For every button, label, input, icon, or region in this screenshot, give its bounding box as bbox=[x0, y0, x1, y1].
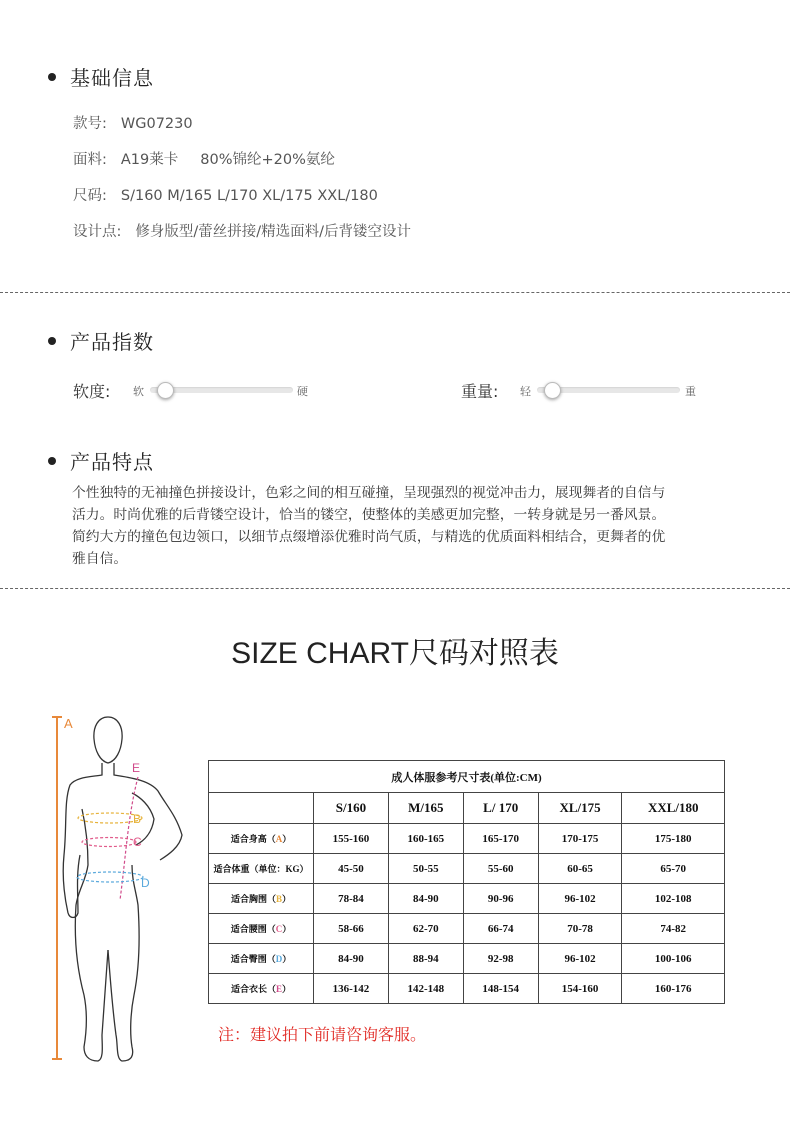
row-marker: A bbox=[275, 834, 283, 844]
design-label: 设计点: bbox=[73, 224, 122, 240]
size-cell: 92-98 bbox=[463, 944, 538, 974]
bullet-dot-icon bbox=[48, 337, 56, 345]
size-cell: 45-50 bbox=[314, 854, 389, 884]
row-label-suffix: ） bbox=[282, 894, 292, 904]
size-table-corner-cell bbox=[209, 793, 314, 824]
size-cell: 165-170 bbox=[463, 824, 538, 854]
weight-min-label: 轻 bbox=[520, 385, 531, 398]
style-no-label: 款号: bbox=[73, 116, 107, 132]
row-label bbox=[209, 974, 314, 1004]
sizes-value: S/160 M/165 L/170 XL/175 XXL/180 bbox=[120, 188, 378, 204]
size-cell: 88-94 bbox=[388, 944, 463, 974]
measure-label-a: A bbox=[64, 716, 73, 731]
size-cell: 66-74 bbox=[463, 914, 538, 944]
style-no-row bbox=[73, 112, 193, 133]
product-index-header bbox=[48, 326, 154, 355]
size-cell: 70-78 bbox=[538, 914, 622, 944]
row-label-suffix: ） bbox=[282, 984, 292, 994]
fabric-label: 面料: bbox=[73, 152, 107, 168]
size-column-header: XL/175 bbox=[538, 793, 622, 824]
size-table-row bbox=[209, 944, 725, 974]
sizes-label: 尺码: bbox=[73, 188, 107, 204]
features-line: 简约大方的撞色包边领口，以细节点缀增添优雅时尚气质，与精选的优质面料相结合，更舞者的优 bbox=[72, 529, 666, 545]
section-divider bbox=[0, 292, 790, 293]
size-cell: 50-55 bbox=[388, 854, 463, 884]
size-table-header-row bbox=[209, 793, 725, 824]
features-line: 活力。时尚优雅的后背镂空设计，恰当的镂空，使整体的美感更加完整，一转身就是另一番风景。 bbox=[72, 507, 666, 523]
features-line: 个性独特的无袖撞色拼接设计，色彩之间的相互碰撞，呈现强烈的视觉冲击力，展现舞者的自信与 bbox=[72, 485, 666, 501]
row-label-suffix: ） bbox=[282, 954, 292, 964]
size-cell: 136-142 bbox=[314, 974, 389, 1004]
measure-label-b: B bbox=[133, 812, 142, 826]
row-label-text: 适合臀围（ bbox=[230, 954, 276, 964]
row-label-suffix: ） bbox=[282, 924, 292, 934]
row-label bbox=[209, 824, 314, 854]
measure-label-e: E bbox=[132, 761, 141, 775]
size-chart-title: SIZE CHART尺码对照表 bbox=[231, 637, 559, 670]
body-silhouette bbox=[63, 717, 182, 1061]
body-measurement-figure bbox=[40, 705, 220, 1080]
size-cell: 78-84 bbox=[314, 884, 389, 914]
row-label-text: 适合身高（ bbox=[230, 834, 276, 844]
size-cell: 74-82 bbox=[622, 914, 725, 944]
softness-min-label: 软 bbox=[133, 385, 144, 398]
section-title-product-index: 产品指数 bbox=[70, 330, 154, 354]
size-cell: 170-175 bbox=[538, 824, 622, 854]
measure-label-c: C bbox=[133, 835, 142, 849]
sizes-row bbox=[73, 184, 378, 205]
size-cell: 96-102 bbox=[538, 884, 622, 914]
section-divider bbox=[0, 588, 790, 589]
row-marker: C bbox=[275, 924, 283, 934]
row-marker: E bbox=[275, 984, 282, 994]
row-marker: B bbox=[275, 894, 282, 904]
size-table-row bbox=[209, 854, 725, 884]
size-column-header: L/ 170 bbox=[463, 793, 538, 824]
softness-slider-knob[interactable] bbox=[157, 382, 174, 399]
height-bar bbox=[52, 717, 62, 1059]
waist-ellipse-c bbox=[82, 838, 136, 847]
bullet-dot-icon bbox=[48, 73, 56, 81]
size-cell: 65-70 bbox=[622, 854, 725, 884]
size-table-row bbox=[209, 824, 725, 854]
size-cell: 155-160 bbox=[314, 824, 389, 854]
size-table-title: 成人体服参考尺寸表(单位:CM) bbox=[209, 761, 725, 793]
design-row bbox=[73, 220, 411, 241]
weight-max-label: 重 bbox=[685, 385, 696, 398]
row-label bbox=[209, 914, 314, 944]
weight-slider-knob[interactable] bbox=[544, 382, 561, 399]
row-marker: D bbox=[275, 954, 283, 964]
size-cell: 55-60 bbox=[463, 854, 538, 884]
size-cell: 100-106 bbox=[622, 944, 725, 974]
size-column-header: XXL/180 bbox=[622, 793, 725, 824]
softness-max-label: 硬 bbox=[297, 385, 308, 398]
size-cell: 148-154 bbox=[463, 974, 538, 1004]
size-cell: 160-165 bbox=[388, 824, 463, 854]
basic-info-header bbox=[48, 62, 154, 91]
fabric-row bbox=[73, 148, 335, 169]
size-table-row bbox=[209, 974, 725, 1004]
size-cell: 175-180 bbox=[622, 824, 725, 854]
size-cell: 84-90 bbox=[388, 884, 463, 914]
section-title-features: 产品特点 bbox=[70, 450, 154, 474]
size-cell: 154-160 bbox=[538, 974, 622, 1004]
size-cell: 90-96 bbox=[463, 884, 538, 914]
size-cell: 60-65 bbox=[538, 854, 622, 884]
features-header bbox=[48, 446, 154, 475]
fabric-composition: 80%锦纶+20%氨纶 bbox=[200, 152, 335, 168]
size-column-header: M/165 bbox=[388, 793, 463, 824]
weight-label: 重量: bbox=[461, 382, 499, 401]
features-line: 雅自信。 bbox=[72, 551, 128, 567]
size-cell: 96-102 bbox=[538, 944, 622, 974]
size-cell: 102-108 bbox=[622, 884, 725, 914]
size-cell: 84-90 bbox=[314, 944, 389, 974]
size-column-header: S/160 bbox=[314, 793, 389, 824]
measure-label-d: D bbox=[141, 876, 150, 890]
row-label bbox=[209, 884, 314, 914]
row-label-text: 适合胸围（ bbox=[230, 894, 276, 904]
row-label-text: 适合衣长（ bbox=[230, 984, 276, 994]
features-paragraph bbox=[72, 482, 762, 570]
size-cell: 160-176 bbox=[622, 974, 725, 1004]
row-label-text: 适合体重（单位：KG） bbox=[213, 864, 309, 874]
bullet-dot-icon bbox=[48, 457, 56, 465]
size-table-row bbox=[209, 914, 725, 944]
row-label bbox=[209, 854, 314, 884]
style-no-value: WG07230 bbox=[120, 116, 193, 132]
row-label-text: 适合腰围（ bbox=[230, 924, 276, 934]
section-title-basic-info: 基础信息 bbox=[70, 66, 154, 90]
design-value: 修身版型/蕾丝拼接/精选面料/后背镂空设计 bbox=[135, 224, 412, 240]
size-cell: 58-66 bbox=[314, 914, 389, 944]
fabric-value: A19莱卡 bbox=[120, 152, 179, 168]
row-label-suffix: ） bbox=[282, 834, 292, 844]
size-chart-note: 注：建议拍下前请咨询客服。 bbox=[218, 1025, 427, 1044]
size-cell: 62-70 bbox=[388, 914, 463, 944]
size-table bbox=[208, 760, 725, 1004]
size-cell: 142-148 bbox=[388, 974, 463, 1004]
row-label bbox=[209, 944, 314, 974]
softness-label: 软度: bbox=[73, 382, 111, 401]
size-table-row bbox=[209, 884, 725, 914]
